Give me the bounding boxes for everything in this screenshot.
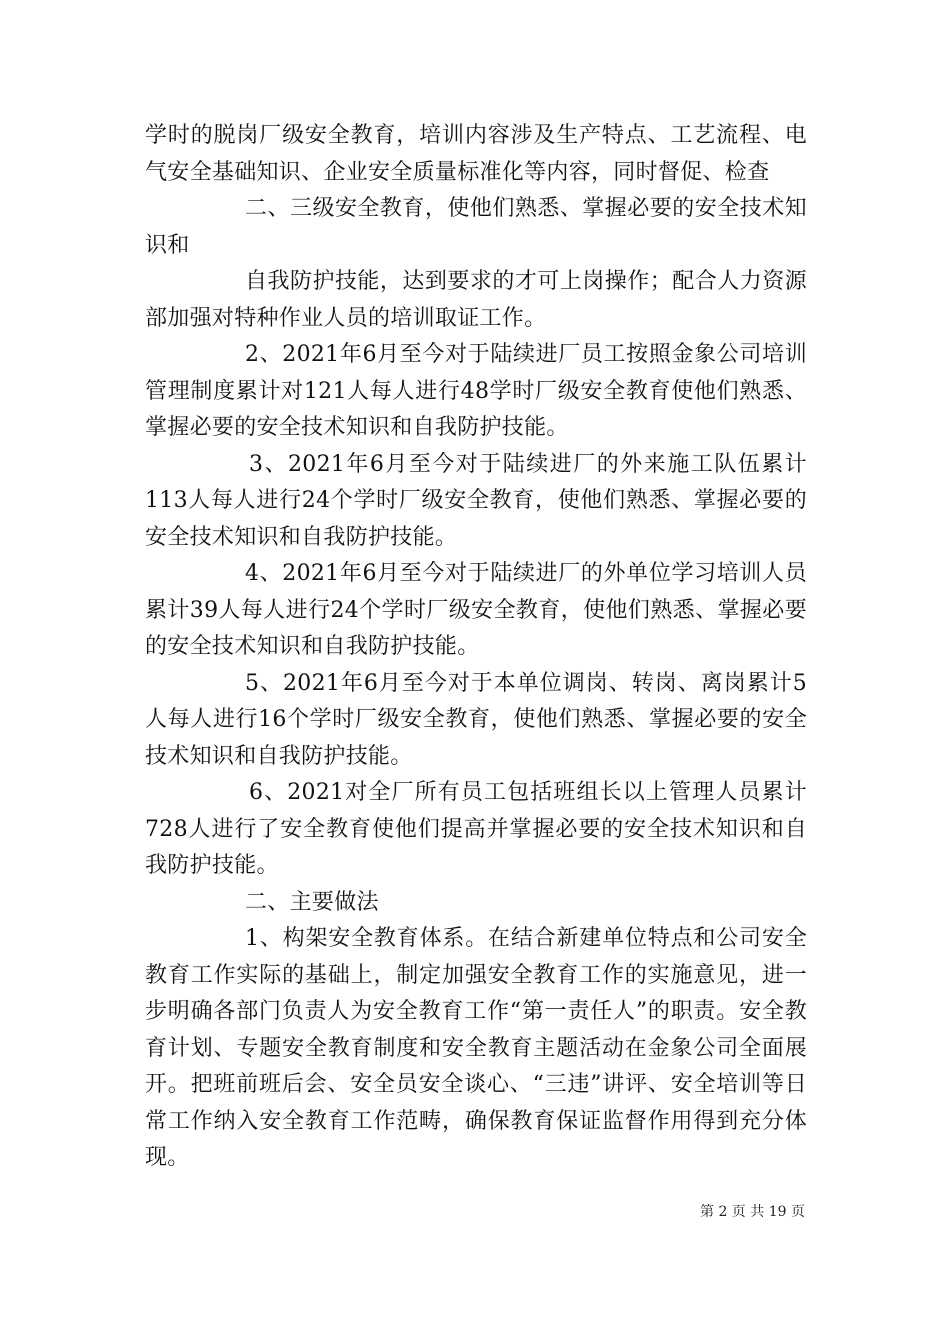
section-heading-main-practices: 二、主要做法 — [245, 889, 379, 915]
paragraph-three-level-education: 二、三级安全教育，使他们熟悉、掌握必要的安全技术知识和 — [145, 196, 807, 258]
paragraph-item-6: 6、2021对全厂所有员工包括班组长以上管理人员累计728人进行了安全教育使他们提高并掌握必要的安全技术知识和自我防护技能。 — [145, 780, 807, 878]
paragraph-item-5: 5、2021年6月至今对于本单位调岗、转岗、离岗累计5人每人进行16个学时厂级安全教育，使他们熟悉、掌握必要的安全技术知识和自我防护技能。 — [145, 670, 807, 769]
paragraph-item-2: 2、2021年6月至今对于陆续进厂员工按照金象公司培训管理制度累计对121人每人进行48学时厂级安全教育使他们熟悉、掌握必要的安全技术知识和自我防护技能。 — [145, 342, 807, 440]
paragraph-item-3: 3、2021年6月至今对于陆续进厂的外来施工队伍累计113人每人进行24个学时厂级安全教育，使他们熟悉、掌握必要的安全技术知识和自我防护技能。 — [145, 451, 807, 550]
paragraph-item-4: 4、2021年6月至今对于陆续进厂的外单位学习培训人员累计39人每人进行24个学时厂级安全教育，使他们熟悉、掌握必要的安全技术知识和自我防护技能。 — [145, 561, 807, 659]
paragraph-continuation: 学时的脱岗厂级安全教育，培训内容涉及生产特点、工艺流程、电气安全基础知识、企业安全质量标准化等内容，同时督促、检查 — [145, 123, 807, 185]
page-number-footer: 第 2 页 共 19 页 — [700, 1204, 805, 1220]
paragraph-self-protection: 自我防护技能，达到要求的才可上岗操作；配合人力资源部加强对特种作业人员的培训取证工作。 — [145, 269, 807, 331]
paragraph-practice-1: 1、构架安全教育体系。在结合新建单位特点和公司安全教育工作实际的基础上，制定加强安全教育工作的实施意见，进一步明确各部门负责人为安全教育工作“第一责任人”的职责。安全教育计划、专题安全教育制度和安全教育主题活动在金象公司全面展开。把班前班后会、安全员安全谈心、“三违”讲评、安全培训等日常工作纳入安全教育工作范畴，确保教育保证监督作用得到充分体现。 — [145, 926, 807, 1170]
document-body — [145, 118, 807, 1177]
